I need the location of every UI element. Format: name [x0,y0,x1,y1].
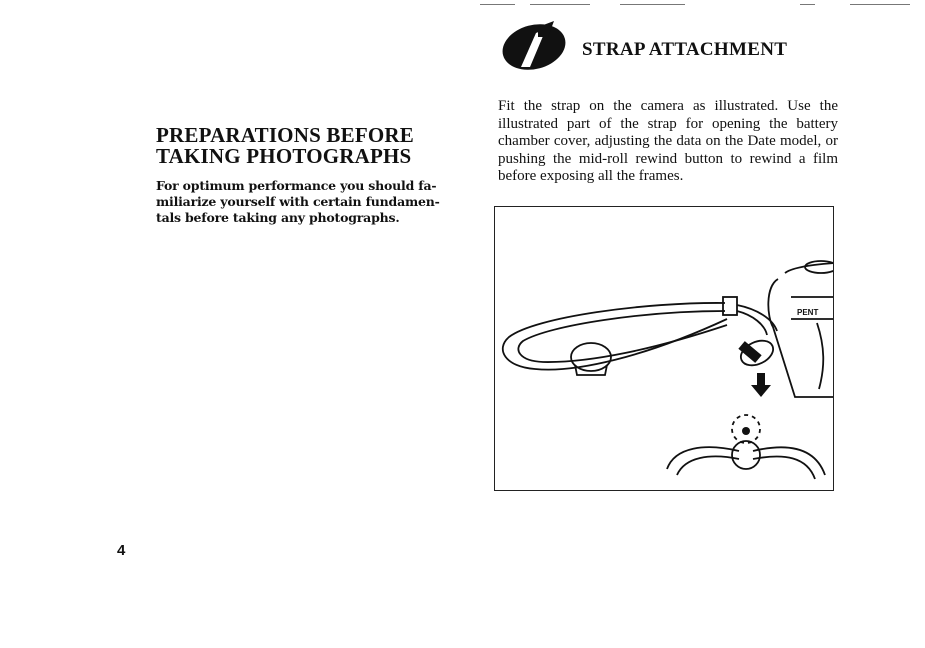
camera-brand-label: PENT [797,308,819,317]
strap-illustration [494,206,834,491]
page-number: 4 [117,542,126,559]
page-heading [156,125,456,167]
number-one-logo-icon [494,17,580,73]
scan-line [480,4,515,5]
intro-line: tals before taking any photographs. [156,210,400,225]
scan-line [620,4,685,5]
scan-line [530,4,590,5]
heading-line: TAKING PHOTOGRAPHS [156,144,412,168]
body-paragraph: Fit the strap on the camera as illustrated. Use the illustrated part of the strap for opening the battery chamber cover, adjusting the data on the Date model, or pushing the mid-roll rewind button to rewind a film before exposing all the frames. [498,98,838,184]
heading-line: PREPARATIONS BEFORE [156,123,414,147]
section-title: STRAP ATTACHMENT [582,39,788,60]
intro-line: miliarize yourself with certain fundamen- [156,194,440,209]
scan-line [850,4,910,5]
intro-paragraph [156,178,456,226]
scan-line [800,4,815,5]
intro-line: For optimum performance you should fa- [156,178,437,193]
strap-attachment-drawing [495,207,834,491]
